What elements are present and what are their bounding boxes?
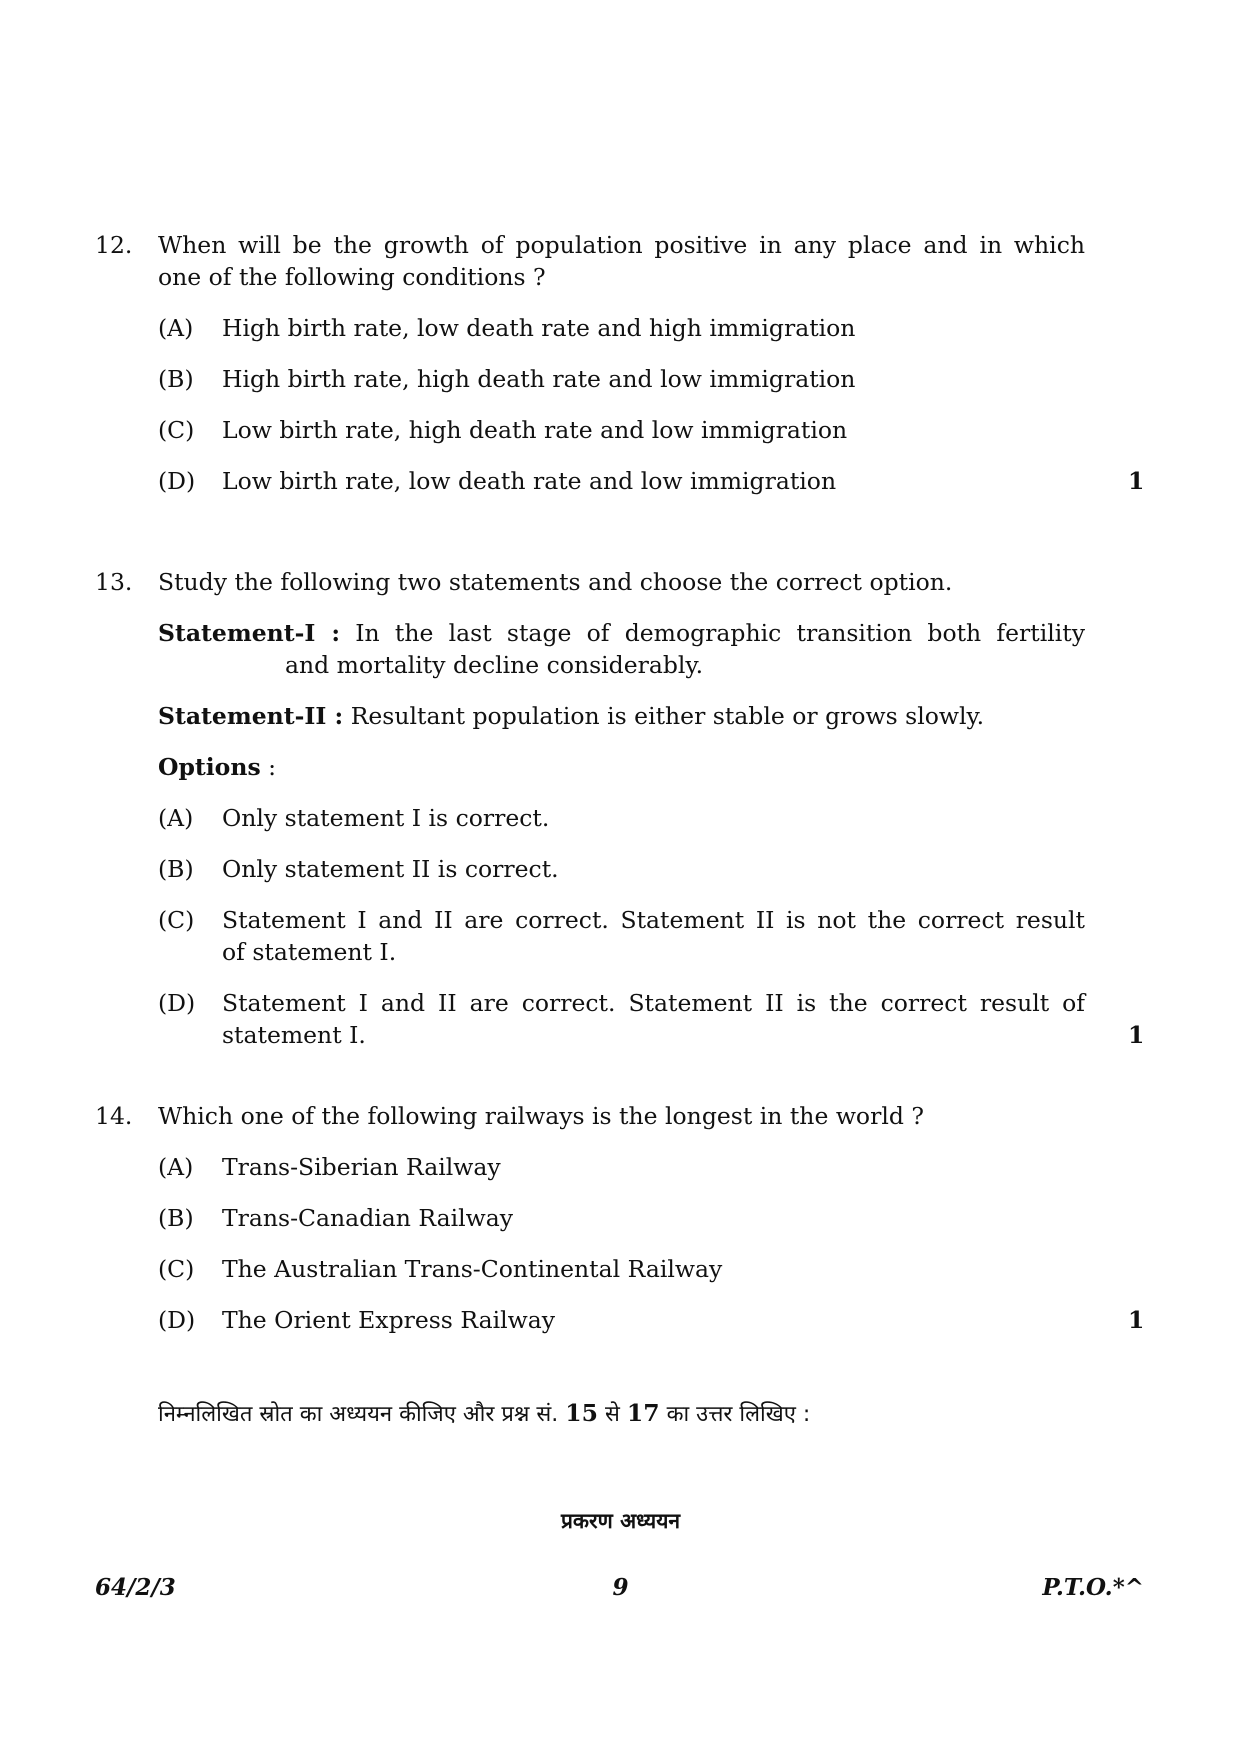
marks: 1 <box>1128 1021 1145 1049</box>
statement-2-line <box>158 700 984 733</box>
question-number: 13. <box>95 568 133 596</box>
pto-label: P.T.O.*^ <box>1042 1574 1144 1601</box>
option-text-continuation: statement I. <box>222 1021 366 1049</box>
question-text-line: Which one of the following railways is the longest in the world ? <box>158 1102 924 1130</box>
statement-2-label: Statement-II : <box>158 702 344 730</box>
option-label: (B) <box>158 855 194 883</box>
question-number: 14. <box>95 1102 133 1130</box>
option-text: Only statement II is correct. <box>222 855 559 883</box>
statement-1-line <box>158 617 1085 650</box>
question-text-line: Study the following two statements and choose the correct option. <box>158 568 953 596</box>
option-text: High birth rate, high death rate and low immigration <box>222 365 856 393</box>
option-label: (D) <box>158 989 196 1017</box>
statement-1-text: In the last stage of demographic transition both fertility <box>355 619 1085 647</box>
instruction-to: 17 <box>626 1399 660 1427</box>
case-study-title: प्रकरण अध्ययन <box>560 1509 681 1533</box>
instruction-pre: निम्नलिखित स्रोत का अध्ययन कीजिए और प्रश्न सं. <box>158 1402 559 1427</box>
instruction-from: 15 <box>565 1399 598 1427</box>
option-text: Trans-Canadian Railway <box>222 1204 514 1232</box>
options-heading <box>158 751 276 784</box>
option-text: Only statement I is correct. <box>222 804 550 832</box>
page-number: 9 <box>612 1574 629 1601</box>
instruction-text <box>158 1397 810 1431</box>
option-label: (B) <box>158 1204 194 1232</box>
option-label: (D) <box>158 467 196 495</box>
options-label: Options <box>158 753 261 781</box>
option-text: Low birth rate, high death rate and low immigration <box>222 416 848 444</box>
option-text-continuation: of statement I. <box>222 938 397 966</box>
paper-code: 64/2/3 <box>95 1574 176 1601</box>
statement-2-text: Resultant population is either stable or grows slowly. <box>350 702 985 730</box>
question-text-line: one of the following conditions ? <box>158 263 546 291</box>
statement-1-label: Statement-I : <box>158 619 340 647</box>
option-label: (B) <box>158 365 194 393</box>
marks: 1 <box>1128 467 1145 495</box>
option-text: Low birth rate, low death rate and low immigration <box>222 467 837 495</box>
option-label: (A) <box>158 804 194 832</box>
option-label: (A) <box>158 314 194 342</box>
option-text: The Orient Express Railway <box>222 1306 556 1334</box>
statement-1-continuation: and mortality decline considerably. <box>285 651 704 679</box>
option-label: (C) <box>158 1255 195 1283</box>
option-text: Trans-Siberian Railway <box>222 1153 501 1181</box>
option-label: (C) <box>158 906 195 934</box>
options-colon: : <box>268 753 277 781</box>
question-text-line: When will be the growth of population positive in any place and in which <box>158 231 1085 259</box>
option-label: (D) <box>158 1306 196 1334</box>
question-number: 12. <box>95 231 133 259</box>
marks: 1 <box>1128 1306 1145 1334</box>
option-text: The Australian Trans-Continental Railway <box>222 1255 723 1283</box>
option-text: High birth rate, low death rate and high immigration <box>222 314 856 342</box>
option-text: Statement I and II are correct. Statement II is the correct result of <box>222 989 1085 1017</box>
option-label: (C) <box>158 416 195 444</box>
option-label: (A) <box>158 1153 194 1181</box>
instruction-mid: से <box>605 1402 620 1427</box>
instruction-post: का उत्तर लिखिए : <box>666 1402 811 1427</box>
option-text: Statement I and II are correct. Statement II is not the correct result <box>222 906 1085 934</box>
